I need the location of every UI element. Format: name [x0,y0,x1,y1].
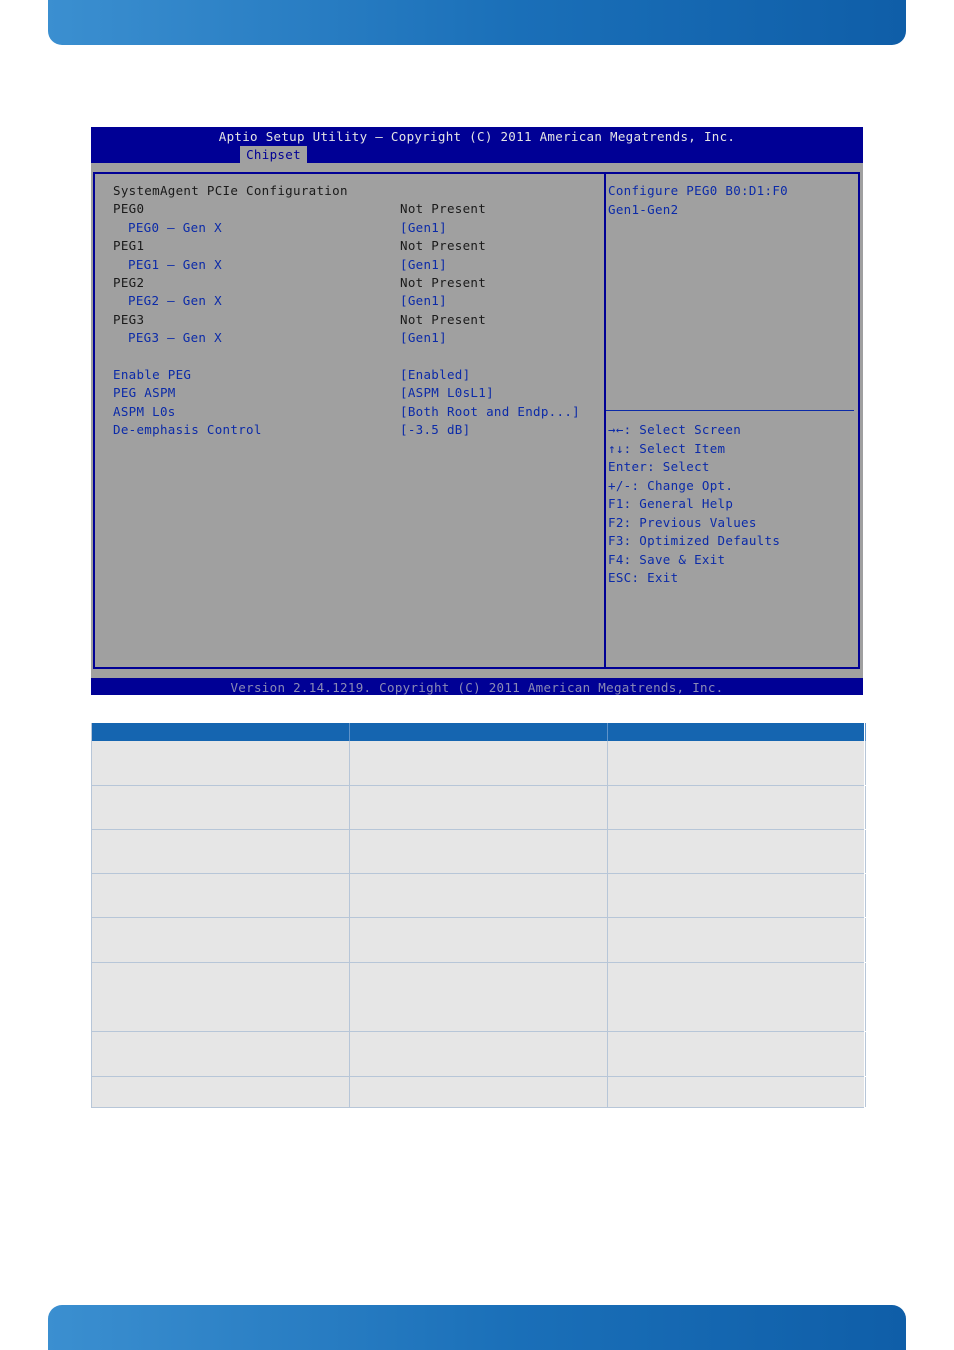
item-deemphasis-label[interactable]: De-emphasis Control [113,422,262,437]
table-header [91,723,864,741]
item-peg0-value: Not Present [400,201,487,216]
table-cell [350,874,608,917]
table-cell [608,830,866,873]
table-row [91,918,864,963]
table-cell [91,741,350,785]
help-line-2: Gen1-Gen2 [608,202,679,217]
table-row [91,830,864,874]
key-help-f2: F2: Previous Values [608,514,757,530]
item-peg3-gen-value[interactable]: [Gen1] [400,330,447,345]
bios-main-area [91,163,863,678]
key-help-select-screen: →←: Select Screen [608,422,742,437]
key-help-enter: Enter: Select [608,459,710,474]
table-cell [608,918,866,962]
table-cell [350,963,608,1031]
key-help-esc: ESC: Exit [608,570,679,585]
table-cell [608,874,866,917]
help-line-1: Configure PEG0 B0:D1:F0 [608,183,788,198]
item-peg2-label: PEG2 [113,275,145,290]
item-peg-aspm-value[interactable]: [ASPM L0sL1] [400,385,494,400]
table-cell [608,1032,866,1076]
table-row [91,1077,864,1108]
help-divider [606,410,854,411]
tab-chipset[interactable]: Chipset [240,146,307,163]
item-peg3-label: PEG3 [113,312,145,327]
item-peg0-gen-value[interactable]: [Gen1] [400,220,447,235]
header-band [48,0,906,45]
table-cell [350,830,608,873]
table-cell [91,830,350,873]
item-peg1-value: Not Present [400,238,487,253]
item-enable-peg-value[interactable]: [Enabled] [400,367,471,382]
key-help-f3: F3: Optimized Defaults [608,533,781,548]
item-peg-aspm-label[interactable]: PEG ASPM [113,385,176,400]
item-peg1-label: PEG1 [113,238,145,253]
table-cell [91,1077,350,1107]
table-cell [350,918,608,962]
item-peg3-gen-label[interactable]: PEG3 – Gen X [128,330,222,345]
footer-band [48,1305,906,1350]
table-cell [608,786,866,829]
table-cell [350,1077,608,1107]
key-help-f4: F4: Save & Exit [608,551,726,567]
item-peg0-label: PEG0 [113,201,145,216]
key-help-change-opt: +/-: Change Opt. [608,477,734,493]
item-peg0-gen-label[interactable]: PEG0 – Gen X [128,220,222,235]
table-cell [350,1032,608,1076]
item-deemphasis-value[interactable]: [-3.5 dB] [400,422,471,437]
table-row [91,874,864,918]
table-header-cell [608,723,866,741]
settings-pane [93,172,606,669]
item-peg3-value: Not Present [400,312,487,327]
table-header-cell [350,723,608,741]
item-aspm-l0s-label[interactable]: ASPM L0s [113,404,176,419]
item-peg1-gen-value[interactable]: [Gen1] [400,257,447,272]
table-row [91,741,864,786]
settings-table [91,723,864,1108]
table-header-cell [91,723,350,741]
key-help-select-item: ↑↓: Select Item [608,440,726,456]
bios-setup-window [91,127,863,695]
table-cell [91,963,350,1031]
help-pane [604,172,860,669]
table-cell [350,741,608,785]
item-peg2-value: Not Present [400,275,487,290]
table-cell [91,918,350,962]
table-cell [608,1077,866,1107]
table-cell [91,874,350,917]
section-heading: SystemAgent PCIe Configuration [113,183,348,198]
table-cell [91,1032,350,1076]
item-peg2-gen-value[interactable]: [Gen1] [400,293,447,308]
table-row [91,1032,864,1077]
item-aspm-l0s-value[interactable]: [Both Root and Endp...] [400,404,580,419]
item-enable-peg-label[interactable]: Enable PEG [113,367,192,382]
key-help-f1: F1: General Help [608,496,734,511]
bios-title: Aptio Setup Utility – Copyright (C) 2011 American Megatrends, Inc. [218,129,736,144]
table-row [91,963,864,1032]
bios-footer: Version 2.14.1219. Copyright (C) 2011 American Megatrends, Inc. [230,680,724,695]
item-peg1-gen-label[interactable]: PEG1 – Gen X [128,257,222,272]
item-peg2-gen-label[interactable]: PEG2 – Gen X [128,293,222,308]
table-cell [350,786,608,829]
table-row [91,786,864,830]
table-cell [608,741,866,785]
table-cell [91,786,350,829]
table-cell [608,963,866,1031]
